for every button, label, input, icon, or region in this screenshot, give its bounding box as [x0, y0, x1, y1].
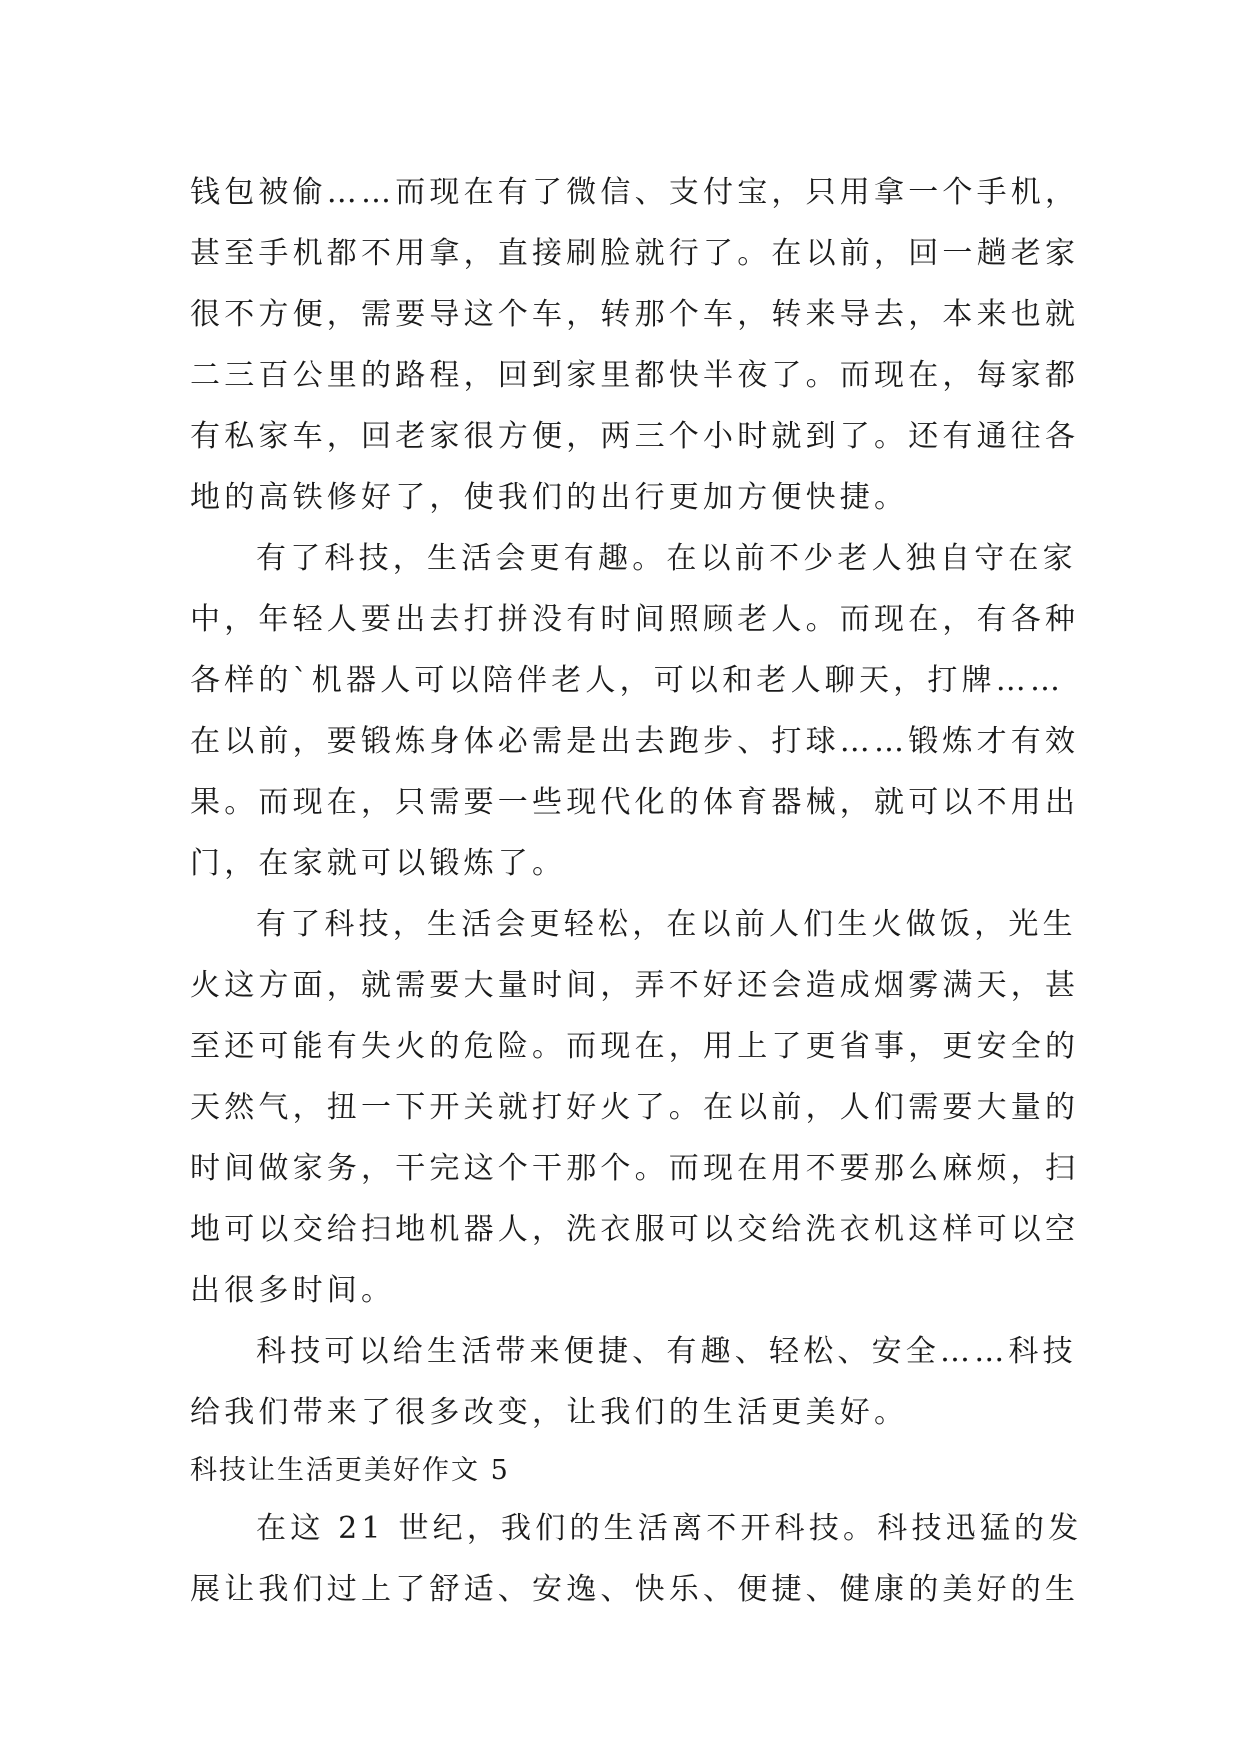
text-line: 二三百公里的路程，回到家里都快半夜了。而现在，每家都: [190, 358, 1080, 393]
document-body: [190, 162, 1083, 1620]
section-title: 科技让生活更美好作文 5: [190, 1455, 510, 1486]
text-line: 很不方便，需要导这个车，转那个车，转来导去，本来也就: [190, 297, 1080, 332]
text-line: 在以前，要锻炼身体必需是出去跑步、打球……锻炼才有效: [190, 724, 1080, 759]
text-line: 有私家车，回老家很方便，两三个小时就到了。还有通往各: [190, 419, 1080, 454]
text-line: 时间做家务，干完这个干那个。而现在用不要那么麻烦，扫: [190, 1151, 1080, 1186]
text-line: 地的高铁修好了，使我们的出行更加方便快捷。: [190, 480, 909, 515]
text-line: 至还可能有失火的危险。而现在，用上了更省事，更安全的: [190, 1029, 1080, 1064]
text-line: 甚至手机都不用拿，直接刷脸就行了。在以前，回一趟老家: [190, 236, 1080, 271]
paragraph-start-line: 科技可以给生活带来便捷、有趣、轻松、安全……科技: [256, 1334, 1077, 1369]
text-line: 火这方面，就需要大量时间，弄不好还会造成烟雾满天，甚: [190, 968, 1080, 1003]
text-line: 中，年轻人要出去打拼没有时间照顾老人。而现在，有各种: [190, 602, 1080, 637]
text-line: 天然气，扭一下开关就打好火了。在以前，人们需要大量的: [190, 1090, 1080, 1125]
paragraph-start-line: 在这 21 世纪，我们的生活离不开科技。科技迅猛的发: [256, 1511, 1083, 1546]
text-line: 门，在家就可以锻炼了。: [190, 846, 567, 881]
text-line: 果。而现在，只需要一些现代化的体育器械，就可以不用出: [190, 785, 1080, 820]
text-line: 地可以交给扫地机器人，洗衣服可以交给洗衣机这样可以空: [190, 1212, 1080, 1247]
text-line: 展让我们过上了舒适、安逸、快乐、便捷、健康的美好的生: [190, 1572, 1080, 1607]
paragraph-start-line: 有了科技，生活会更轻松，在以前人们生火做饭，光生: [256, 907, 1077, 942]
text-line: 给我们带来了很多改变，让我们的生活更美好。: [190, 1395, 909, 1430]
text-line: 各样的`机器人可以陪伴老人，可以和老人聊天，打牌……: [190, 663, 1065, 698]
text-line: 出很多时间。: [190, 1273, 396, 1308]
paragraph-start-line: 有了科技，生活会更有趣。在以前不少老人独自守在家: [256, 541, 1077, 576]
text-line: 钱包被偷……而现在有了微信、支付宝，只用拿一个手机，: [190, 175, 1080, 210]
